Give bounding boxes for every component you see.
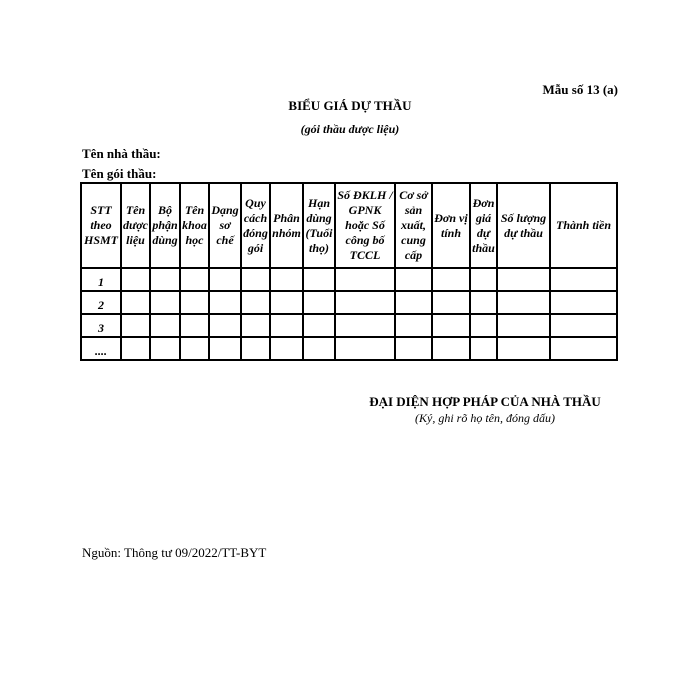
empty-cell xyxy=(150,314,180,337)
empty-cell xyxy=(121,291,150,314)
empty-cell xyxy=(470,291,497,314)
signature-title: ĐẠI DIỆN HỢP PHÁP CỦA NHÀ THẦU xyxy=(369,394,601,409)
table-row xyxy=(81,337,617,360)
empty-cell xyxy=(180,337,209,360)
empty-cell xyxy=(303,314,335,337)
empty-cell xyxy=(209,268,241,291)
empty-cell xyxy=(335,314,395,337)
header-cell: Quy cách đóng gói xyxy=(241,183,270,268)
row-number-cell: 1 xyxy=(81,268,121,291)
row-number-cell: 3 xyxy=(81,314,121,337)
header-cell: Đơn giá dự thầu xyxy=(470,183,497,268)
header-cell: Đơn vị tính xyxy=(432,183,470,268)
empty-cell xyxy=(121,268,150,291)
header-cell: Thành tiền xyxy=(550,183,617,268)
source-note: Nguồn: Thông tư 09/2022/TT-BYT xyxy=(82,545,267,560)
empty-cell xyxy=(335,291,395,314)
header-cell: Hạn dùng (Tuổi thọ) xyxy=(303,183,335,268)
empty-cell xyxy=(241,268,270,291)
bid-price-table xyxy=(80,182,618,361)
empty-cell xyxy=(395,337,432,360)
empty-cell xyxy=(470,337,497,360)
empty-cell xyxy=(432,268,470,291)
empty-cell xyxy=(209,314,241,337)
empty-cell xyxy=(270,268,303,291)
empty-cell xyxy=(550,268,617,291)
contractor-name-label: Tên nhà thầu: xyxy=(82,146,161,161)
empty-cell xyxy=(150,268,180,291)
form-code: Mẫu số 13 (a) xyxy=(542,82,618,97)
empty-cell xyxy=(121,337,150,360)
header-cell: Số lượng dự thầu xyxy=(497,183,550,268)
empty-cell xyxy=(432,337,470,360)
empty-cell xyxy=(270,314,303,337)
empty-cell xyxy=(241,337,270,360)
header-cell: Số ĐKLH / GPNK hoặc Số công bố TCCL xyxy=(335,183,395,268)
document-subtitle: (gói thầu dược liệu) xyxy=(300,122,400,136)
empty-cell xyxy=(209,337,241,360)
table-row xyxy=(81,291,617,314)
empty-cell xyxy=(470,314,497,337)
empty-cell xyxy=(270,291,303,314)
empty-cell xyxy=(121,314,150,337)
header-row xyxy=(81,183,617,268)
header-cell: Bộ phận dùng xyxy=(150,183,180,268)
header-cell: STT theo HSMT xyxy=(81,183,121,268)
empty-cell xyxy=(303,291,335,314)
header-cell: Tên dược liệu xyxy=(121,183,150,268)
header-cell: Dạng sơ chế xyxy=(209,183,241,268)
row-number-cell: .... xyxy=(81,337,121,360)
package-name-label: Tên gói thầu: xyxy=(82,166,157,181)
empty-cell xyxy=(241,314,270,337)
empty-cell xyxy=(303,337,335,360)
document-title: BIỂU GIÁ DỰ THẦU xyxy=(288,98,412,113)
empty-cell xyxy=(335,337,395,360)
header-cell: Tên khoa học xyxy=(180,183,209,268)
empty-cell xyxy=(303,268,335,291)
empty-cell xyxy=(209,291,241,314)
empty-cell xyxy=(550,337,617,360)
table-row xyxy=(81,314,617,337)
empty-cell xyxy=(497,291,550,314)
empty-cell xyxy=(550,291,617,314)
empty-cell xyxy=(335,268,395,291)
empty-cell xyxy=(432,291,470,314)
empty-cell xyxy=(180,314,209,337)
empty-cell xyxy=(150,291,180,314)
table-row xyxy=(81,268,617,291)
empty-cell xyxy=(497,268,550,291)
empty-cell xyxy=(180,268,209,291)
empty-cell xyxy=(470,268,497,291)
header-cell: Cơ sở sản xuất, cung cấp xyxy=(395,183,432,268)
empty-cell xyxy=(550,314,617,337)
empty-cell xyxy=(180,291,209,314)
empty-cell xyxy=(395,268,432,291)
empty-cell xyxy=(395,291,432,314)
empty-cell xyxy=(497,337,550,360)
signature-note: (Ký, ghi rõ họ tên, đóng dấu) xyxy=(415,411,555,425)
empty-cell xyxy=(395,314,432,337)
row-number-cell: 2 xyxy=(81,291,121,314)
empty-cell xyxy=(241,291,270,314)
empty-cell xyxy=(497,314,550,337)
empty-cell xyxy=(432,314,470,337)
header-cell: Phân nhóm xyxy=(270,183,303,268)
empty-cell xyxy=(270,337,303,360)
empty-cell xyxy=(150,337,180,360)
